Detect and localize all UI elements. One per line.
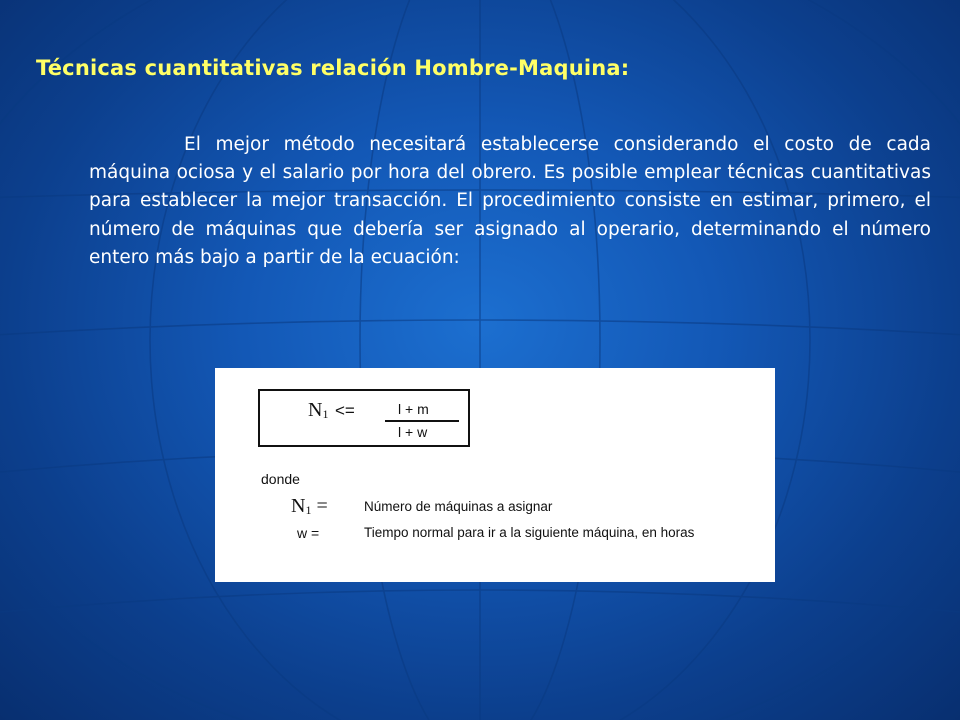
definition-subscript: 1 [305, 503, 312, 517]
formula-image [215, 368, 775, 582]
definition-desc-w: Tiempo normal para ir a la siguiente máquina, en horas [364, 525, 695, 540]
definition-term-w: w = [297, 525, 320, 541]
where-label: donde [261, 471, 300, 487]
definition-equals: = [316, 495, 328, 517]
slide-title: Técnicas cuantitativas relación Hombre-Maquina: [36, 56, 630, 80]
formula-denominator: l + w [398, 424, 428, 440]
formula-numerator: l + m [398, 401, 429, 417]
body-paragraph: El mejor método necesitará establecerse considerando el costo de cada máquina ociosa y el salario por hora del obrero. Es posible emplear técnicas cuantitativas para establecer la mejor transacción. El procedimiento consiste en estimar, primero, el número de máquinas que debería ser asignado al operario, determinando el número entero más bajo a partir de la ecuación: [89, 134, 931, 268]
definition-desc-n1: Número de máquinas a asignar [364, 499, 553, 514]
formula-frame [258, 389, 470, 447]
formula-lhs [308, 400, 328, 424]
formula-lhs-symbol: N [308, 399, 323, 421]
definition-term-n1 [291, 496, 328, 520]
fraction-bar [385, 420, 459, 422]
formula-relation: <= [335, 401, 355, 420]
definition-symbol: N [291, 495, 306, 517]
formula-lhs-subscript: 1 [322, 407, 329, 421]
